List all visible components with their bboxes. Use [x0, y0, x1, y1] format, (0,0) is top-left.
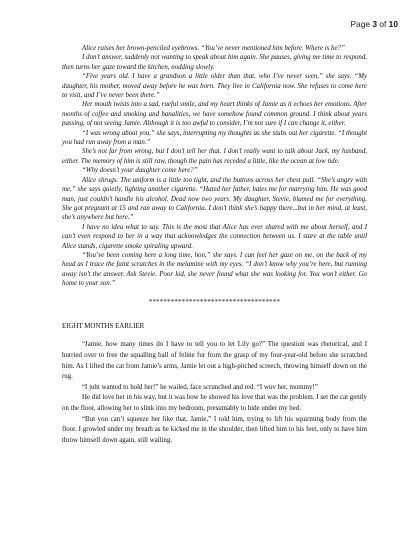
paragraph: “I was wrong about you,” she says, interrupting my thoughts as she stubs out her cigarette. “I thought you had run away from a man.”	[62, 129, 367, 147]
paragraph: “But you can’t squeeze her like that, Jamie,” I told him, trying to lift his squirming body from the floor. I growled under my breath as he kicked me in the shoulder, then lifted him to his feet, only to have him throw himself down again, still wailing.	[62, 415, 367, 444]
paragraph: “Jamie, how many times do I have to tell you to let Lily go?” The question was rhetorical, and I hurried over to free the squalling ball of feline fur from the grasp of my four-year-old before she scratched him. As I lifted the cat from Jamie’s arms, Jamie let out a high-pitched screech, throwing himself down on the rug.	[62, 341, 367, 381]
paragraph: Her mouth twists into a sad, rueful smile, and my heart thinks of Jamie as it echoes her emotions. After months of coffee and smoking and banalities, we have somehow found common ground. I think about years passing, of not seeing Jamie. Although it is too awful to consider, I’m not sure if I can change it, either.	[62, 101, 367, 128]
paragraph: “I juht wanted to hold her!” he wailed, face scrunched and red. “I wuv her, mommy!”	[82, 383, 318, 391]
italic-section	[62, 44, 367, 289]
paragraph: I don’t answer, suddenly not wanting to speak about him again. She pauses, giving me time to respond, then turns her gaze toward the kitchen, nodding slowly.	[62, 54, 367, 71]
paragraph: She’s not far from wrong, but I don’t tell her that. I don’t really want to talk about Jack, my husband, either. The memory of him is still raw, though the pain has receded a little, like the ocean at low tide.	[62, 148, 367, 165]
paragraph: “Five years old. I have a grandson a little older than that, who I’ve never seen,” she says. “My daughter, his mother, moved away before he was born. They live in California now. She refuses to come here to visit, and I’ve never been there.”	[62, 73, 367, 100]
paragraph: He did love her in his way, but it was how he showed his love that was the problem. I set the cat gently on the floor, allowing her to slink into my bedroom, presumably to hide under my bed.	[62, 394, 367, 412]
current-page: 3	[372, 19, 378, 29]
page-label: Page	[350, 19, 371, 29]
paragraph: Alice raises her brown-penciled eyebrows. “You’ve never mentioned him before. Where is he?”	[82, 45, 345, 52]
paragraph: “Why doesn’t your daughter come here?”	[82, 167, 198, 175]
section-heading: EIGHT MONTHS EARLIER	[62, 322, 145, 330]
total-pages: 10	[388, 19, 398, 29]
paragraph: Alice shrugs. The uniform is a little too tight, and the buttons across her chest pull. “She’s angry with me,” she says quietly, lighting another cigarette. “Hated her father, hates me for marrying him. He was good man, just couldn’t handle his alcohol. Dead now two years. My daughter, Stevie, blamed me for everything. She got pregnant at 15 and ran away to California. I don’t think she’s happy there...but in her mind, at least, she’s anywhere but here.”	[62, 176, 367, 222]
paragraph: I have no idea what to say. This is the most that Alice has ever shared with me about herself, and I can’t even respond to her in a way that acknowledges the connection between us. I stare at the table until Alice stands, cigarette smoke spiraling upward.	[62, 223, 367, 250]
page-number	[350, 19, 398, 29]
document-body	[62, 44, 367, 446]
paragraph: “You’ve been coming here a long time, hon,” she says. I can feel her gaze on me, on the back of my head as I trace the faint scratches in the melamine with my eyes. “I don’t know why you’re here, but running away isn’t the answer. Ask Stevie. Poor kid, she never found what she was looking for. You won’t either. Go home to your son.”	[62, 251, 367, 288]
normal-section	[62, 340, 367, 446]
section-separator: ************************************	[148, 298, 281, 306]
of-label: of	[379, 19, 387, 29]
